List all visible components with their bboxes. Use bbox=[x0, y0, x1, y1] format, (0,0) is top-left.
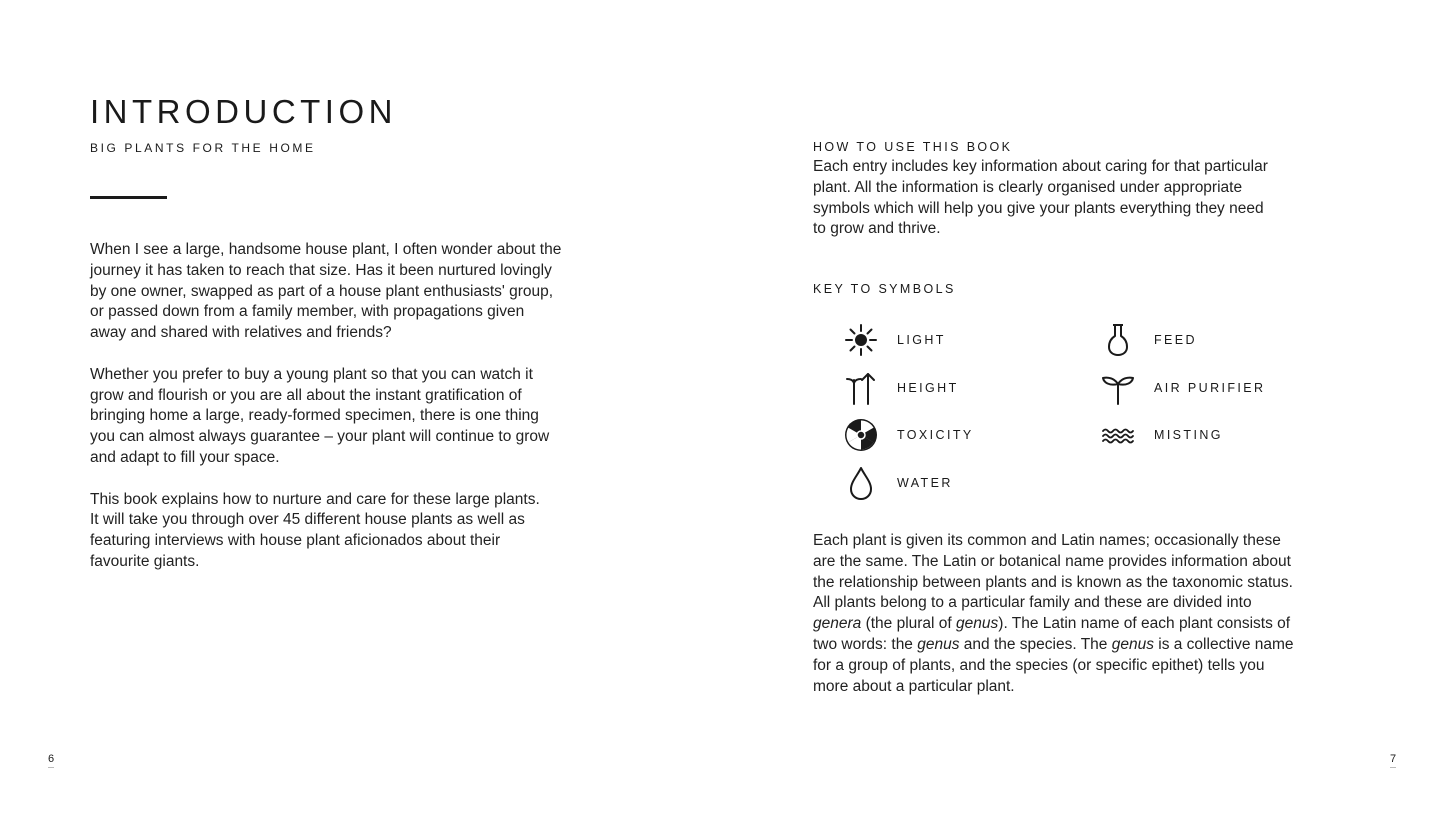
page-number-left: 6 bbox=[48, 752, 54, 768]
latin-line-6 bbox=[813, 635, 1423, 656]
intro-paragraph-3: This book explains how to nurture and care for these large plants. It will take you through over 45 different house plants as well as featuring interviews with house plant aficionados about their favourite giants. bbox=[90, 490, 540, 570]
water-drop-icon bbox=[841, 463, 881, 503]
key-item-water bbox=[841, 463, 953, 503]
key-label-water: WATER bbox=[897, 476, 953, 490]
how-to-text: Each entry includes key information about caring for that particular plant. All the information is clearly organised under appropriate symbols which will help you give your plants everything they need to grow and thrive. bbox=[813, 158, 1268, 238]
latin-line-6-text-end: is a collective name bbox=[1153, 635, 1294, 653]
key-label-height: HEIGHT bbox=[897, 381, 959, 395]
key-item-feed bbox=[1098, 320, 1197, 360]
latin-term-genera: genera bbox=[813, 615, 862, 633]
page-title: INTRODUCTION bbox=[90, 93, 397, 130]
latin-line-5 bbox=[813, 614, 1423, 635]
latin-line-5-text-end: ). The Latin name of each plant consists of bbox=[998, 615, 1291, 633]
latin-line-7: for a group of plants, and the species (or specific epithet) tells you bbox=[813, 656, 1265, 674]
key-item-light bbox=[841, 320, 946, 360]
latin-line-1: Each plant is given its common and Latin names; occasionally these bbox=[813, 532, 1281, 549]
latin-term-genus: genus bbox=[956, 615, 999, 633]
latin-line-8: more about a particular plant. bbox=[813, 677, 1015, 695]
height-arrows-icon bbox=[841, 368, 881, 408]
key-item-toxicity bbox=[841, 415, 974, 455]
latin-line-4: All plants belong to a particular family and these are divided into bbox=[813, 594, 1252, 612]
how-to-heading: HOW TO USE THIS BOOK bbox=[813, 140, 1013, 154]
page-number-right: 7 bbox=[1390, 752, 1396, 768]
key-heading: KEY TO SYMBOLS bbox=[813, 282, 956, 296]
intro-body bbox=[90, 240, 690, 573]
latin-term-genus: genus bbox=[1111, 635, 1154, 653]
title-rule bbox=[90, 196, 167, 199]
latin-line-2: are the same. The Latin or botanical name provides information about bbox=[813, 552, 1291, 570]
latin-line-6-text: two words: the bbox=[813, 635, 918, 653]
key-label-light: LIGHT bbox=[897, 333, 946, 347]
key-item-air-purifier bbox=[1098, 368, 1265, 408]
latin-line-5-text: (the plural of bbox=[861, 615, 957, 633]
waves-icon bbox=[1098, 415, 1138, 455]
key-label-misting: MISTING bbox=[1154, 428, 1223, 442]
flask-icon bbox=[1098, 320, 1138, 360]
latin-names-body bbox=[813, 531, 1423, 697]
right-page bbox=[723, 0, 1445, 813]
latin-term-genus: genus bbox=[917, 635, 960, 653]
sun-icon bbox=[841, 320, 881, 360]
key-item-misting bbox=[1098, 415, 1223, 455]
latin-line-3: the relationship between plants and is known as the taxonomic status. bbox=[813, 573, 1293, 591]
seedling-icon bbox=[1098, 368, 1138, 408]
latin-line-6-text-mid: and the species. The bbox=[959, 635, 1112, 653]
radiation-icon bbox=[841, 415, 881, 455]
intro-paragraph-1: When I see a large, handsome house plant, I often wonder about the journey it has taken to reach that size. Has it been nurtured lovingly by one owner, swapped as part of a house plant enthusiasts' group, or passed down from a family member, with propagations given away and shared with relatives and friends? bbox=[90, 241, 562, 342]
left-page bbox=[0, 0, 722, 813]
key-label-toxicity: TOXICITY bbox=[897, 428, 974, 442]
key-label-air-purifier: AIR PURIFIER bbox=[1154, 381, 1266, 395]
page-subtitle: BIG PLANTS FOR THE HOME bbox=[90, 141, 316, 155]
intro-paragraph-2: Whether you prefer to buy a young plant so that you can watch it grow and flourish or you are all about the instant gratification of bringing home a large, ready-formed specimen, there is one thing you can almost always guarantee – your plant will continue to grow and adapt to fill your space. bbox=[90, 365, 550, 466]
key-to-symbols bbox=[841, 318, 1361, 508]
key-label-feed: FEED bbox=[1154, 333, 1197, 347]
how-to-body bbox=[813, 157, 1413, 240]
key-item-height bbox=[841, 368, 959, 408]
